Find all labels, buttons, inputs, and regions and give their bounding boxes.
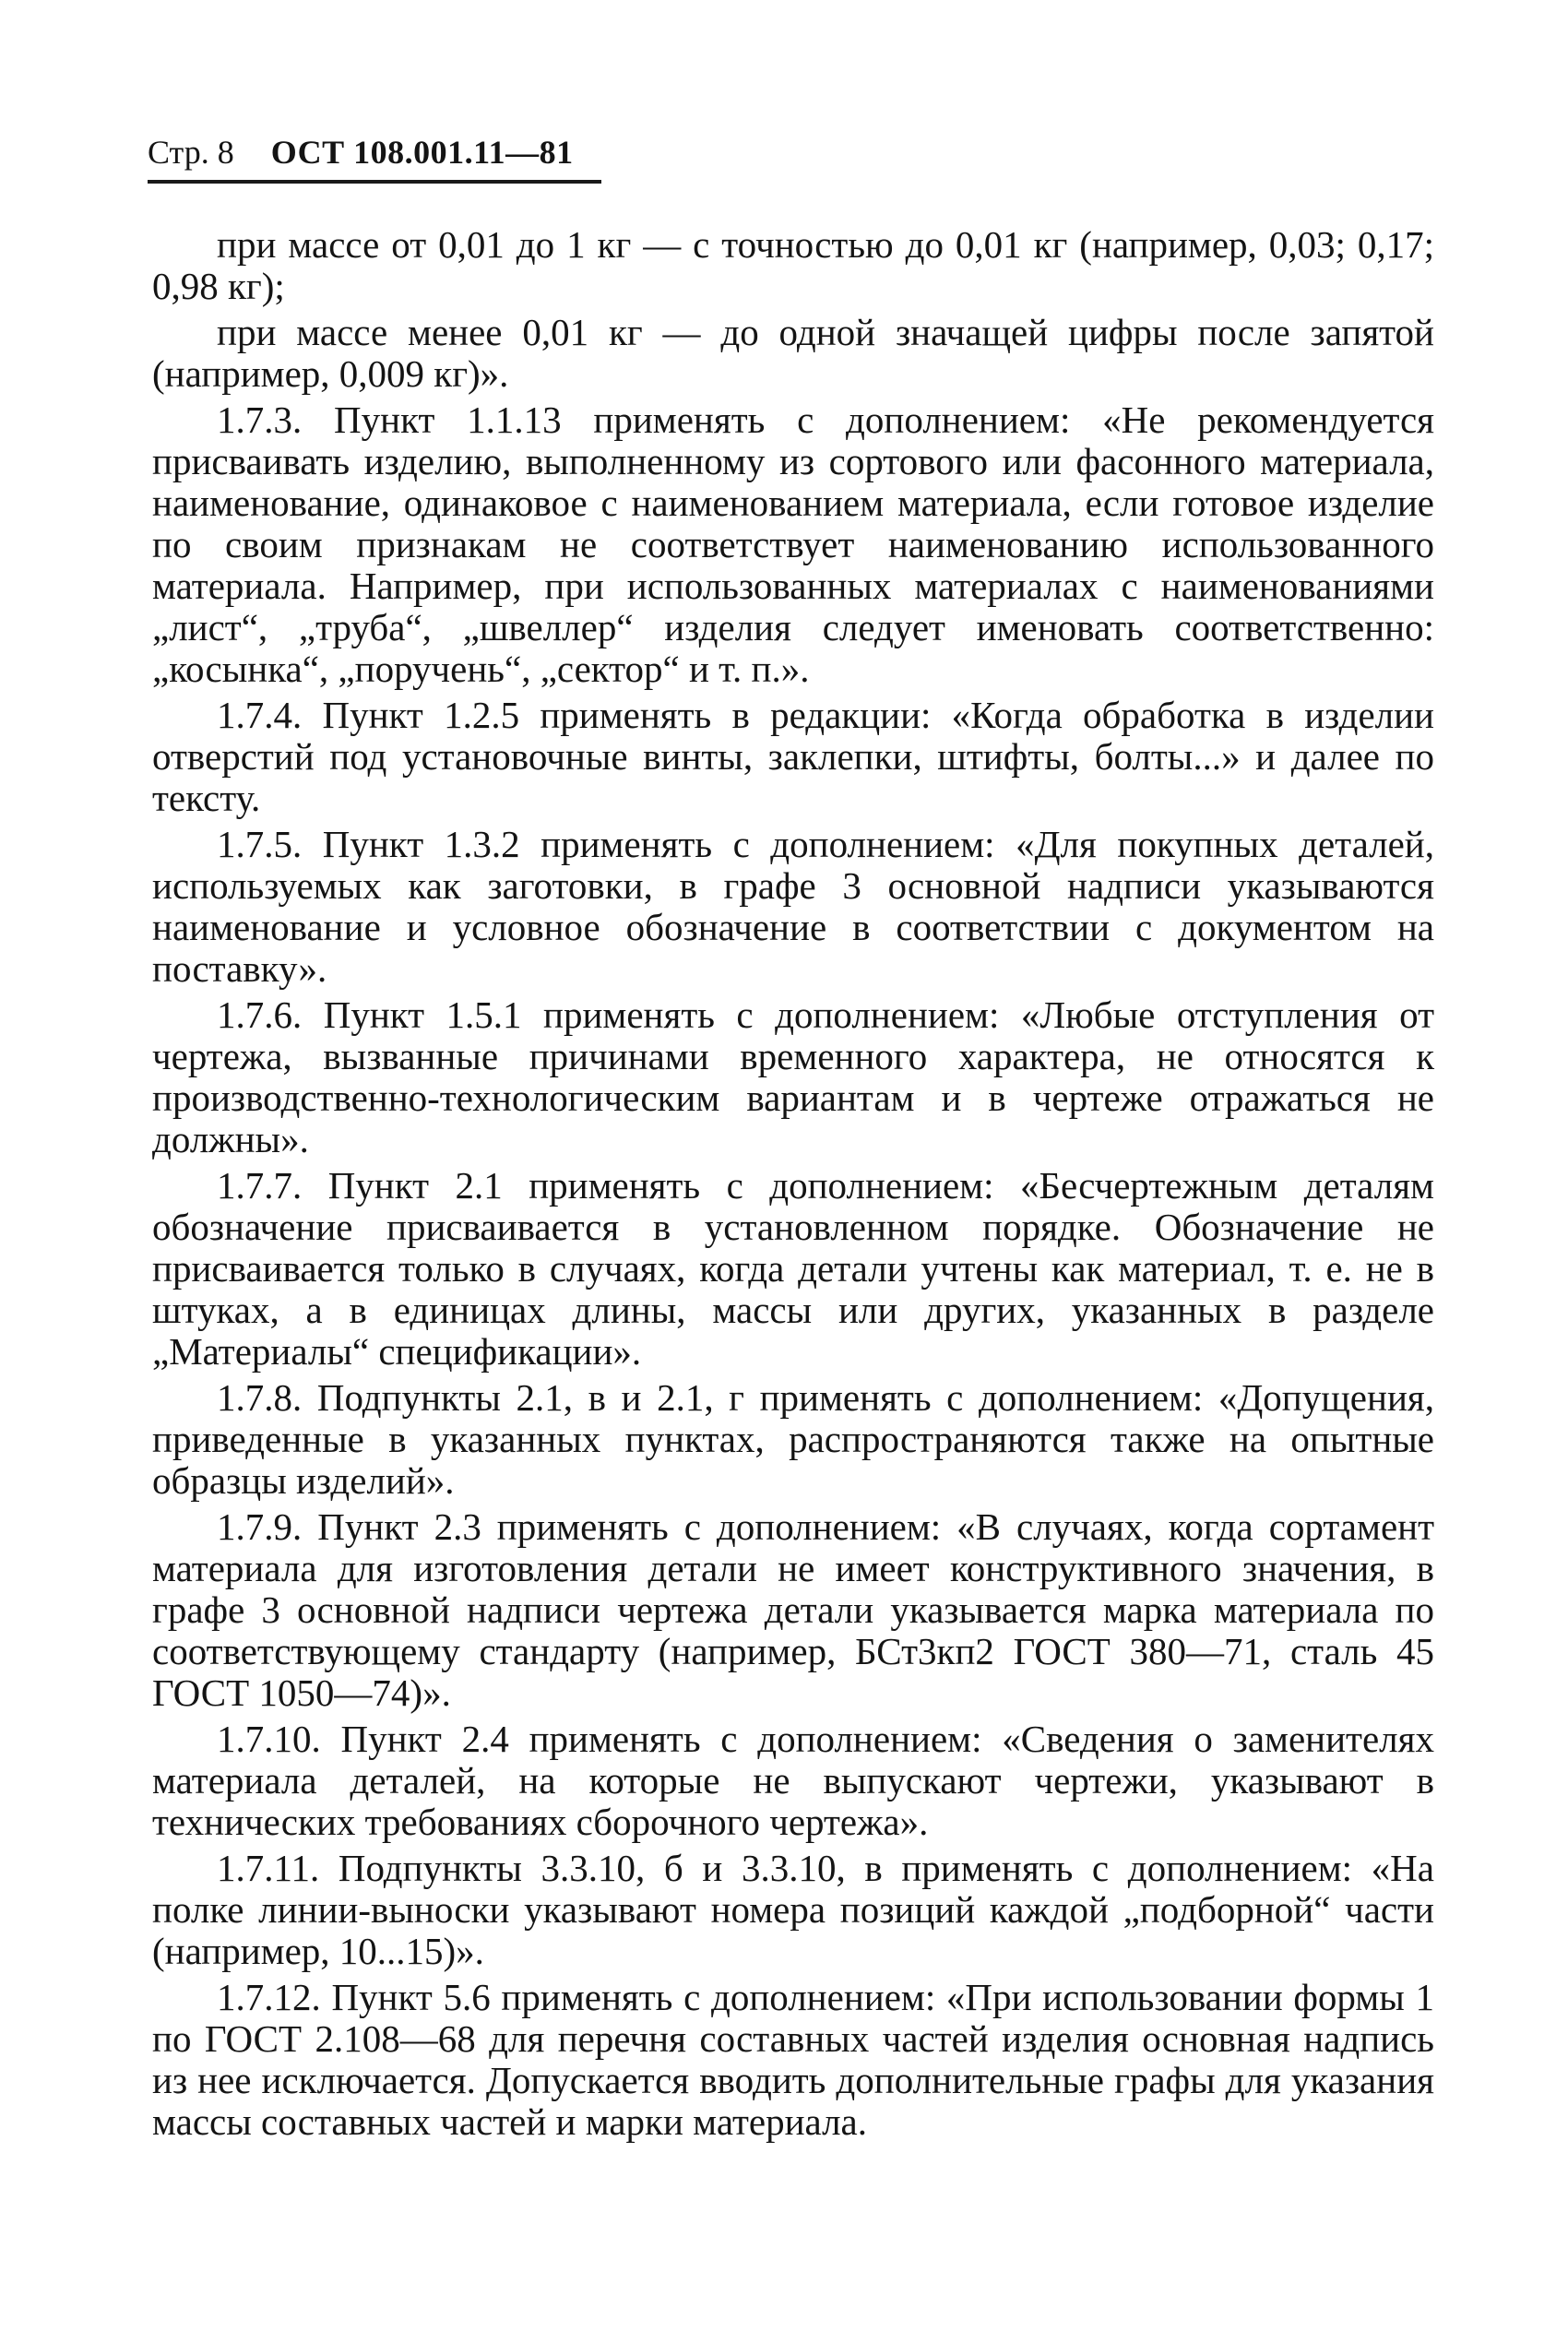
paragraph-mass-range: при массе от 0,01 до 1 кг — с точностью до 0,01 кг (например, 0,03; 0,17; 0,98 кг); [152,223,1434,307]
document-body [152,224,1434,2147]
paragraph-1-7-3: 1.7.3. Пункт 1.1.13 применять с дополнением: «Не рекомендуется присваивать изделию, выполненному из сортового или фасонного материала, наименование, одинаковое с наименованием материала, если готовое изделие по своим признакам не соответствует наименованию использованного материала. Например, при использованных материалах с наименованиями „лист“, „труба“, „швеллер“ изделия следует именовать соответственно: „косынка“, „поручень“, „сектор“ и т. п.». [152,398,1434,690]
paragraph-1-7-7: 1.7.7. Пункт 2.1 применять с дополнением: «Бесчертежным деталям обозначение присваивается в установленном порядке. Обозначение не присваивается только в случаях, когда детали учтены как материал, т. е. не в штуках, а в единицах длины, массы или других, указанных в разделе „Материалы“ спецификации». [152,1164,1434,1373]
paragraph-1-7-4: 1.7.4. Пункт 1.2.5 применять в редакции: «Когда обработка в изделии отверстий под установочные винты, заклепки, штифты, болты...» и далее по тексту. [152,694,1434,819]
paragraph-1-7-6: 1.7.6. Пункт 1.5.1 применять с дополнением: «Любые отступления от чертежа, вызванные причинами временного характера, не относятся к производственно-технологическим вариантам и в чертеже отражаться не должны». [152,993,1434,1160]
paragraph-1-7-5: 1.7.5. Пункт 1.3.2 применять с дополнением: «Для покупных деталей, используемых как заготовки, в графе 3 основной надписи указываются наименование и условное обозначение в соответствии с документом на поставку». [152,823,1434,990]
paragraph-1-7-10: 1.7.10. Пункт 2.4 применять с дополнением: «Сведения о заменителях материала деталей, на которые не выпускают чертежи, указывают в технических требованиях сборочного чертежа». [152,1718,1434,1843]
page-header [148,125,601,184]
paragraph-1-7-9: 1.7.9. Пункт 2.3 применять с дополнением: «В случаях, когда сортамент материала для изготовления детали не имеет конструктивного значения, в графе 3 основной надписи чертежа детали указывается марка материала по соответствующему стандарту (например, БСт3кп2 ГОСТ 380—71, сталь 45 ГОСТ 1050—74)». [152,1505,1434,1714]
paragraph-1-7-11: 1.7.11. Подпункты 3.3.10, б и 3.3.10, в применять с дополнением: «На полке линии-выноски указывают номера позиций каждой „подборной“ части (например, 10...15)». [152,1847,1434,1972]
paragraph-1-7-12: 1.7.12. Пункт 5.6 применять с дополнением: «При использовании формы 1 по ГОСТ 2.108—68 для перечня составных частей изделия основная надпись из нее исключается. Допускается вводить дополнительные графы для указания массы составных частей и марки материала. [152,1976,1434,2143]
page-number: Стр. 8 [148,134,234,171]
paragraph-1-7-8: 1.7.8. Подпункты 2.1, в и 2.1, г применять с дополнением: «Допущения, приведенные в указанных пунктах, распространяются также на опытные образцы изделий». [152,1376,1434,1502]
document-code: ОСТ 108.001.11—81 [270,134,574,171]
paragraph-mass-small: при массе менее 0,01 кг — до одной значащей цифры после запятой (например, 0,009 кг)». [152,311,1434,395]
